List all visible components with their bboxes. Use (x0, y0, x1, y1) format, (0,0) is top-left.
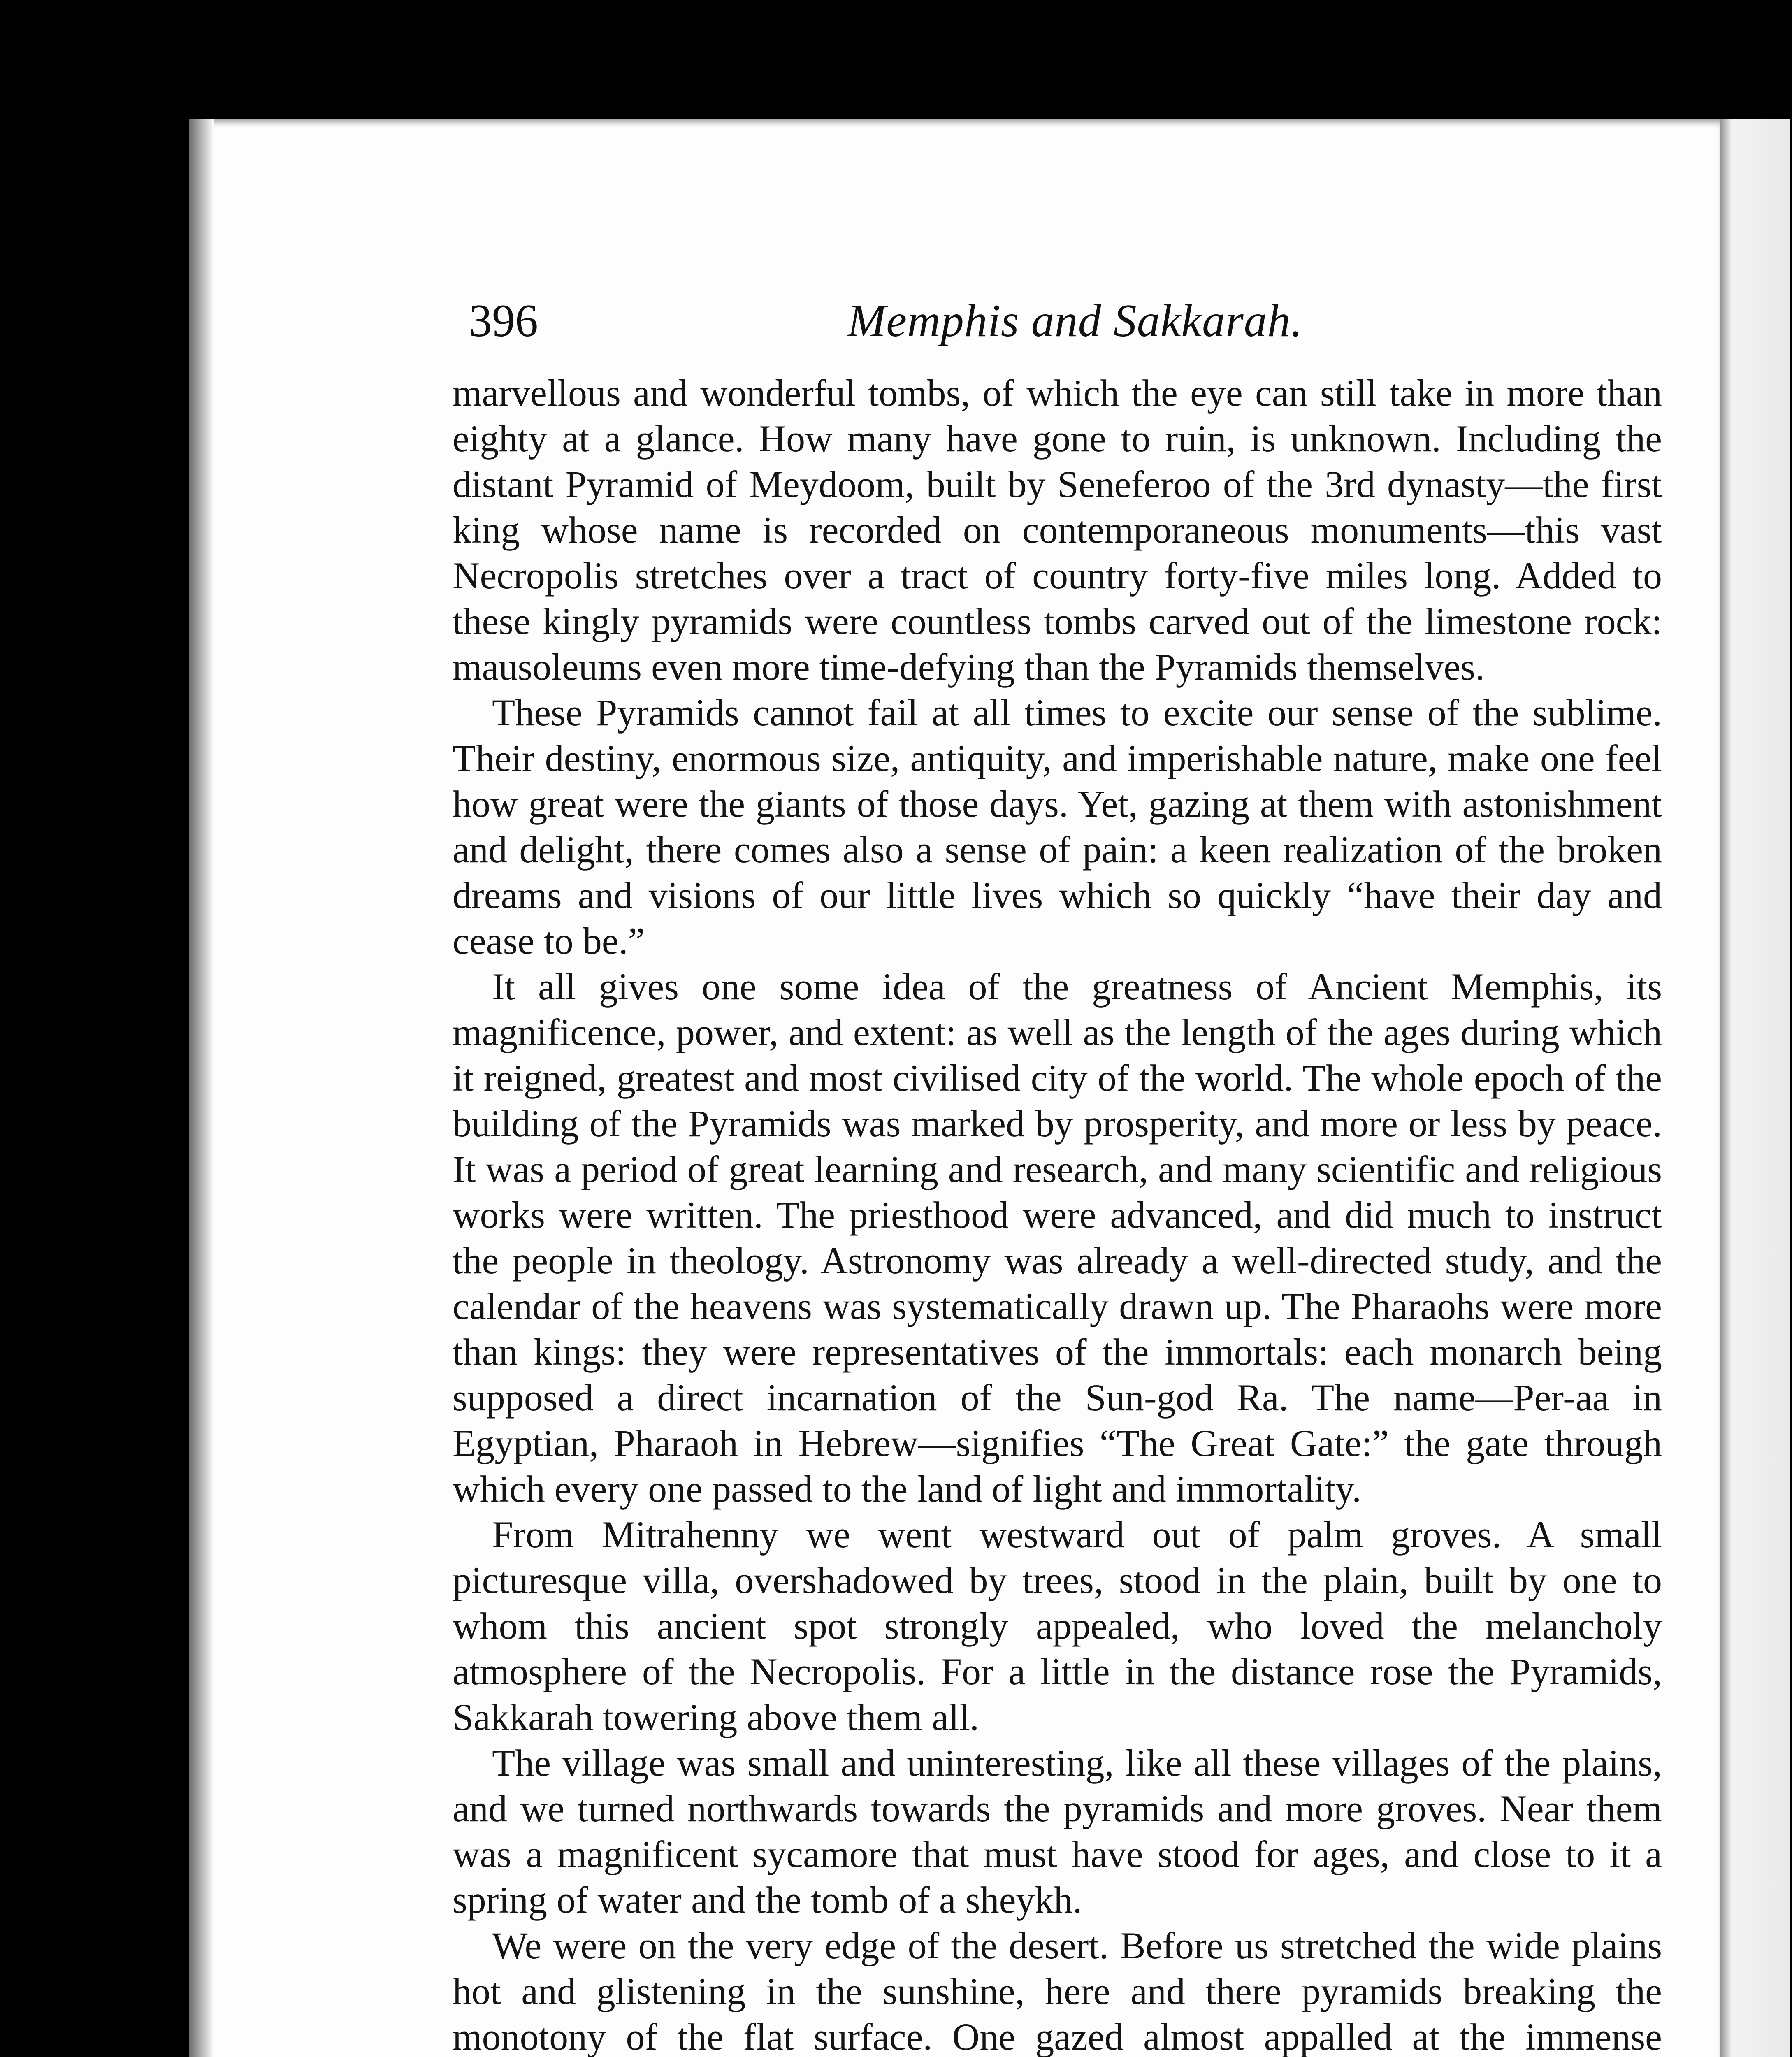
next-page-edge (1707, 119, 1790, 2057)
running-header (469, 288, 1670, 354)
paragraph-1: marvellous and wonderful tombs, of which the eye can still take in more than eighty at a glance. How many have gone to ruin, is unknown. Including the distant Pyramid of Meydoom, built by Seneferoo of the 3rd dynasty—the first king whose name is recorded on contemporaneous monuments—this vast Necropolis stretches over a tract of country forty-five miles long. Added to these kingly pyramids were countless tombs carved out of the limestone rock: mausoleums even more time-defying than the Pyramids themselves. (453, 372, 1662, 688)
paragraph-5: The village was small and uninteresting, like all these villages of the plains, and we turned northwards towards the pyramids and more groves. Near them was a magnificent sycamore that must have stood for ages, and close to it a spring of water and the tomb of a sheykh. (453, 1742, 1662, 1921)
paragraph-2: These Pyramids cannot fail at all times to excite our sense of the sublime. Their destiny, enormous size, antiquity, and imperishable nature, make one feel how great were the giants of those days. Yet, gazing at them with astonishment and delight, there comes also a sense of pain: a keen realization of the broken dreams and visions of our little lives which so quickly “have their day and cease to be.” (453, 692, 1662, 962)
paragraph-3: It all gives one some idea of the greatness of Ancient Memphis, its magnificence, power, and extent: as well as the length of the ages during which it reigned, greatest and most civilised city of the world. The whole epoch of the building of the Pyramids was marked by prosperity, and more or less by peace. It was a period of great learning and research, and many scientific and religious works were written. The priesthood were advanced, and did much to instruct the people in theology. Astronomy was already a well-directed study, and the calendar of the heavens was systematically drawn up. The Pharaohs were more than kings: they were representatives of the immortals: each monarch being supposed a direct incarnation of the Sun-god Ra. The name—Per-aa in Egyptian, Pharaoh in Hebrew—signifies “The Great Gate:” the gate through which every one passed to the land of light and immortality. (453, 966, 1662, 1510)
page-gutter-shadow (189, 119, 214, 2057)
paragraph-4: From Mitrahenny we went westward out of palm groves. A small picturesque villa, overshadowed by trees, stood in the plain, built by one to whom this ancient spot strongly appealed, who loved the melancholy atmosphere of the Necropolis. For a little in the distance rose the Pyramids, Sakkarah towering above them all. (453, 1514, 1662, 1738)
running-title: Memphis and Sakkarah. (847, 295, 1303, 346)
page-number: 396 (469, 295, 538, 346)
paragraph-6: We were on the very edge of the desert. Before us stretched the wide plains hot and glistening in the sunshine, here and there pyramids breaking the monotony of the flat surface. One gazed almost appalled at the immense (453, 1925, 1662, 2057)
body-text (453, 370, 1662, 2057)
